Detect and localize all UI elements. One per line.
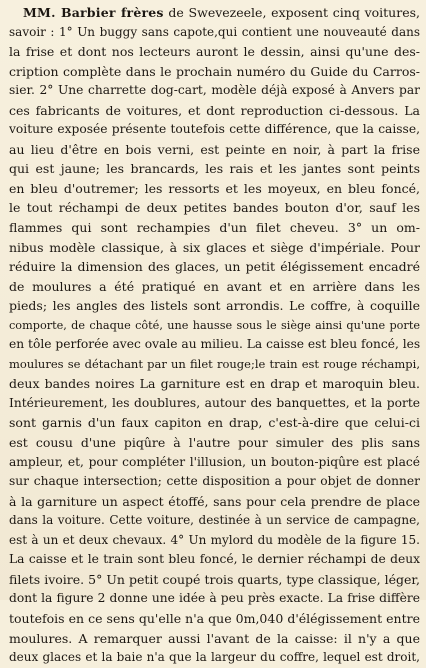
text-line: est à un et deux chevaux. 4° Un mylord du modèle de la figure 15. (9, 532, 420, 547)
text-line: qui est jaune; les brancards, les rais et les jantes sont peints (9, 161, 420, 177)
text-line: filets ivoire. 5° Un petit coupé trois quarts, type classique, léger, (9, 571, 420, 587)
text-line: savoir : 1° Un buggy sans capote,qui contient une nouveauté dans (9, 24, 420, 39)
text-line: dont la figure 2 donne une idée à peu près exacte. La frise diffère (9, 591, 420, 606)
text-line: nibus modèle classique, à six glaces et siège d'impériale. Pour (9, 239, 420, 255)
text-line: sur chaque intersection; cette disposition a pour objet de donner (9, 474, 420, 489)
text-line: cription complète dans le prochain numéro du Guide du Carros- (9, 63, 420, 79)
text-line: Intérieurement, les doublures, autour des banquettes, et la porte (9, 395, 420, 410)
text-line: MM. Barbier frères de Swevezeele, exposent cinq voitures, (23, 5, 420, 20)
text-line: le tout réchampi de deux petites bandes bouton d'or, sauf les (9, 200, 420, 216)
text-line: deux glaces et la baie n'a que la largeur du coffre, lequel est droit, (9, 650, 420, 665)
text-line: ampleur, et, pour compléter l'illusion, un bouton-piqûre est placé (9, 454, 420, 469)
text-line: La caisse et le train sont bleu foncé, le dernier réchampi de deux (9, 552, 420, 567)
text-line: pieds; les angles des listels sont arrondis. Le coffre, à coquille (9, 298, 420, 314)
text-line: moulures se détachant par un filet rouge;le train est rouge réchampi, (9, 356, 420, 371)
text-line: en bleu d'outremer; les ressorts et les moyeux, en bleu foncé, (9, 180, 420, 196)
text-line: voiture exposée présente toutefois cette différence, que la caisse, (9, 122, 420, 137)
text-line: de moulures a été pratiqué en avant et en arrière dans les (9, 278, 420, 294)
text-line: sier. 2° Une charrette dog-cart, modèle déjà exposé à Anvers par (9, 83, 420, 98)
text-line: réduire la dimension des glaces, un petit élégissement encadré (9, 259, 420, 275)
text-line: flammes qui sont rechampies d'un filet cheveu. 3° un om- (9, 220, 420, 236)
text-line: comporte, de chaque côté, une hausse sous le siège ainsi qu'une porte (9, 318, 420, 332)
text-line: en tôle perforée avec ovale au milieu. La caisse est bleu foncé, les (9, 337, 420, 352)
text-line: moulures. A remarquer aussi l'avant de la caisse: il n'y a que (9, 630, 420, 646)
text-line: toutefois en ce sens qu'elle n'a que 0m,040 d'élégissement entre (9, 610, 420, 626)
text-line: sont garnis d'un faux capiton en drap, c'est-à-dire que celui-ci (9, 415, 420, 431)
text-line: ces fabricants de voitures, et dont reproduction ci-dessous. La (9, 102, 420, 118)
text-line: deux bandes noires La garniture est en drap et maroquin bleu. (9, 376, 420, 392)
text-line: à la garniture un aspect étoffé, sans pour cela prendre de place (9, 493, 420, 509)
text-line: dans la voiture. Cette voiture, destinée à un service de campagne, (9, 513, 420, 528)
text-line: est cousu d'une piqûre à l'autre pour simuler des plis sans (9, 435, 420, 451)
text-line: au lieu d'être en bois verni, est peinte en noir, à part la frise (9, 141, 420, 157)
text-line: la frise et dont nos lecteurs auront le dessin, ainsi qu'une des- (9, 44, 420, 60)
bold-lead: MM. Barbier frères (23, 5, 164, 20)
